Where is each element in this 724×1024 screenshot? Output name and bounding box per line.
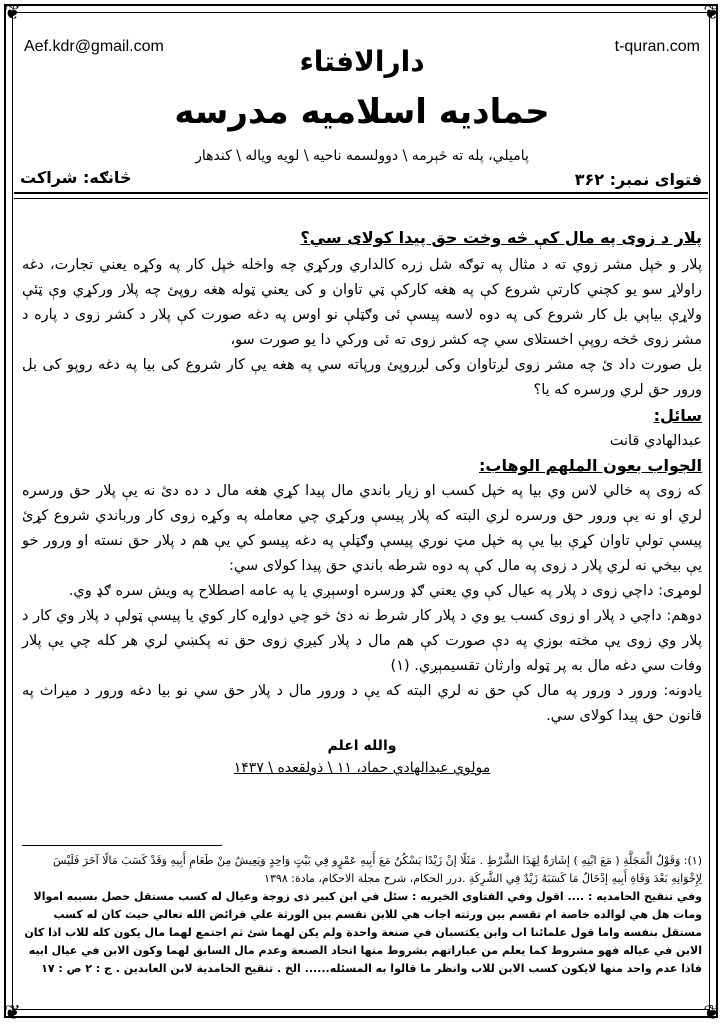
corner-ornament-icon: ❦ [4, 0, 21, 24]
signoff: والله اعلم [327, 738, 397, 754]
section-label: څانګه: شراکت [20, 168, 132, 187]
question-title: پلار د زوی په مال کې څه وخت حق پیدا کولای سي؟ [300, 228, 702, 247]
footnote-divider [22, 845, 222, 846]
answer-paragraph: دوهم: داچي د پلار او زوی کسب یو وي د پلار کار شرط نه دئ خو چي دواړه کار کوي یا پیسې ټولې د پلار وي کار د پلار وي زوی یې مخته بوزي په دې صورت کې هم مال د پلار کیږي زوی حق نه پکښي لري هر کله چي یې پلار وفات سي دغه مال به پر ټوله وارثان تقسیمېږي. (۱) [22, 608, 702, 674]
corner-ornament-icon: ❦ [4, 1000, 21, 1024]
header-title-top: دارالافتاء [299, 45, 425, 78]
answer-paragraph: یادونه: ورور د ورور په مال کې حق نه لري البته که یې د ورور مال د پلار حق سي نو بیا دغه ورور د میراث په قانون حق پیدا کولای سي. [22, 683, 702, 724]
asker-label: سائل: [653, 406, 702, 425]
footnotes [22, 852, 702, 978]
signature: مولوي عبدالهادي حماد، ۱۱ \ ذولقعده \ ۱۴۳۷ [233, 760, 491, 776]
answer-paragraph: که زوی په خالي لاس وي بیا په خپل کسب او زیار باندي مال پیدا کړي هغه مال د ده دئ نه یې پلار حق ورسره لري او نه یې ورور حق ورسره لري البته که پلار پیسې ورکړي چي معامله په وکړه زوی کار ورباندي شروع کړئ پیسې تولې تاوان کړې بیا یې په خپل مټ نوري پیسې وګټلې په دغه پیسو کي یې هم د پلار حق نسته او ورور خو یې بیخي نه لري پلار د زوی په مال کې په دوه شرطه باندي حق پیدا کولای سي: [22, 483, 702, 574]
fatwa-number: فتوای نمبر: ۳۶۲ [574, 170, 702, 189]
answer-title: الجواب بعون الملهم الوهاب: [478, 456, 702, 475]
header-website: t-quran.com [614, 38, 700, 55]
header-divider [14, 192, 708, 194]
header-divider [14, 198, 708, 199]
footnote: (۱): وَقَوْلُ الْمَجَلَّةِ ( مَعَ ابْنِهِ ) إشَارَةٌ لِهَذَا الشَّرْطِ . مَثَلًا إنْ زَيْدًا يَسْكُنُ مَعَ أَبِيهِ عَمْرٍو فِي بَيْتٍ وَاحِدٍ وَيَعِيشُ مِنْ طَعَامِ أَبِيهِ وَقَدْ كَسَبَ مَالًا آخَرَ فَلَيْسَ لِإِخْوَانِهِ بَعْدَ وَفَاةِ أَبِيهِ إدْخَالُ مَا كَسَبَهُ زَيْدٌ فِي الشَّرِكَةِ .درر الحكام، شرح مجلة الاحكام، مادة: ۱۳۹۸ [53, 854, 702, 885]
header-title-main: حمادیه اسلامیه مدرسه [174, 92, 550, 132]
answer-paragraph: لومړی: داچي زوی د پلار په عیال کې وي یعني ګډ ورسره اوسېږي یا په عامه اصطلاح په ویش سره ګډ وي. [68, 583, 702, 599]
question-paragraph: پلار و خپل مشر زوي ته د مثال په توګه شل زره کالداري ورکړي چه واخله خپل کار په وکړه یعني تجارت، دغه راولاړ سو یو کچني کارتې شروع کې په هغه کارکې ټي تاوان و کی یعني ټوله هغه روپئ چه پلار ورکړي وې ټئې ولاړې بیاېي بل کار شروع کی په دوه لاسه پیسې ئی وګټلې نو اوس په دغه صورت کې پلار د کشر زوی د پاره د مشر زوی څخه روپې اخستلای سي چه کشر زوی ته ئی ورکي دا یو صورت سو، [22, 257, 702, 348]
footnote: وفي تنقيح الحامديه : .... اقول وفي الفتاوى الخيريه : سئل في ابن كبير ذى زوجة وعيال له كسب مستقل حصل بسببه اموالا ومات هل هي لوالده خاصة ام تقسم بين ورثته اجاب هي للابن تقسم بين الورثة علي فرائض الله تعالي حيث كان له كسب مستقل بنفسه واما قول علمائنا اب وابن يكتسبان في صنعة واحدة ولم يكن لهما شئ ثم اجتمع لهما مال يكون كله للاب اذا كان الابن في عياله فهو مشروط كما يعلم من عباراتهم بشروط منها اتحاد الصنعة وعدم مال السابق لهما وكون الابن في عيال ابيه فاذا عدم واحد منها لايكون كسب الابن للاب وانظر ما قالوا به المسئله...... الخ . تنقيح الحامدية لابن العابدين . ج : ۲ ص : ۱۷ [24, 890, 702, 975]
corner-ornament-icon: ❦ [703, 1000, 720, 1024]
fatwa-body [22, 225, 702, 779]
corner-ornament-icon: ❦ [703, 0, 720, 24]
header-address: پامیلي، پله ته څېرمه \ دوولسمه ناحیه \ لویه ویاله \ کندهار [195, 148, 529, 164]
question-paragraph: بل صورت داد ئ چه مشر زوی لږتاوان وکی لږروپئ ورپاته سي په هغه یې کار شروع کی بیا په دغه روپو کی بل ورور حق لري ورسره که یا؟ [22, 357, 702, 398]
asker-name: عبدالهادي قانت [609, 433, 702, 449]
header-email: Aef.kdr@gmail.com [24, 38, 164, 55]
